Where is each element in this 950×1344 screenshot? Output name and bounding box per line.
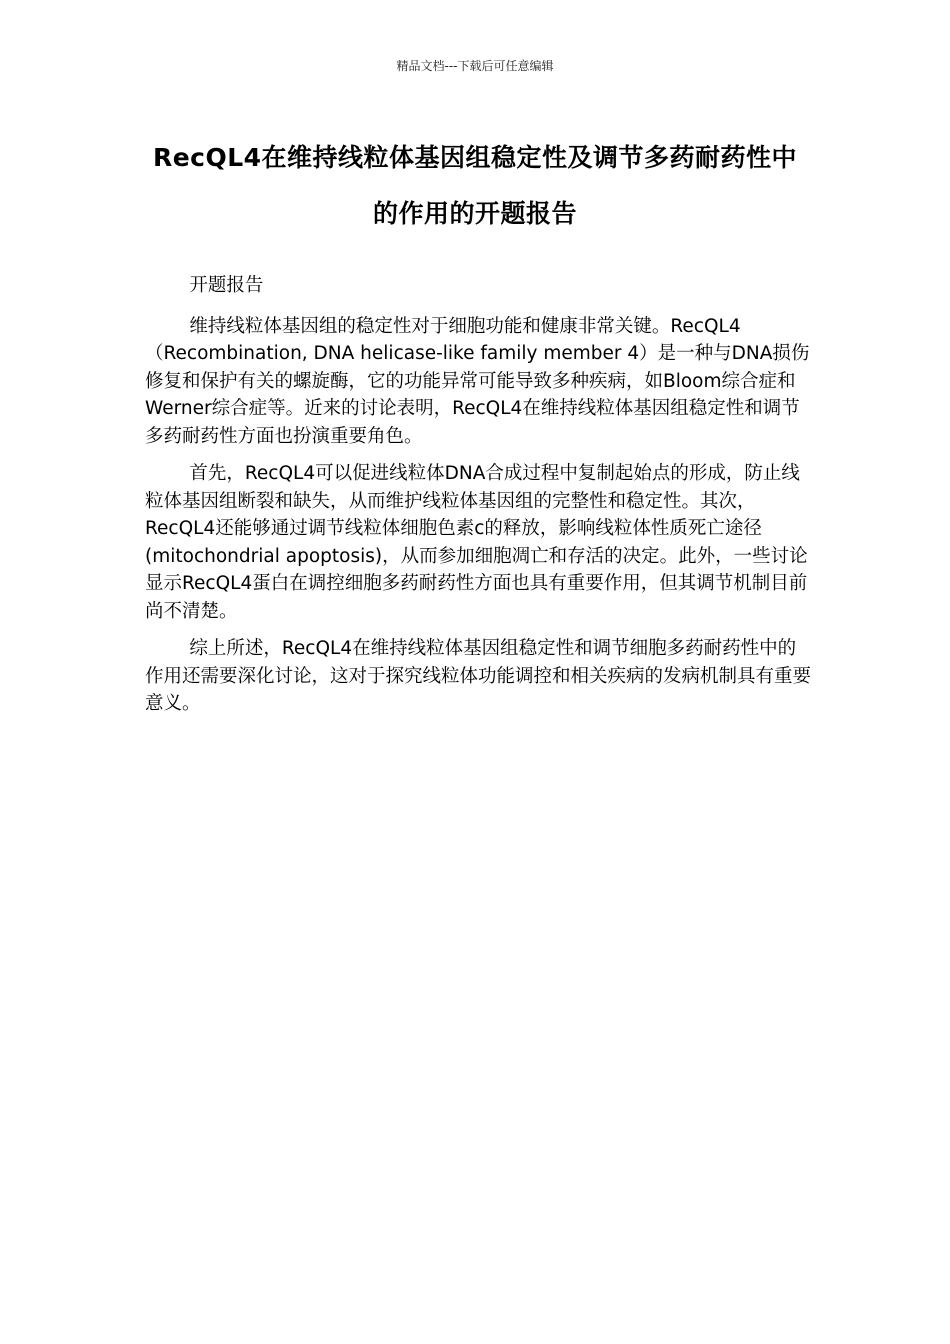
section-label: 开题报告 (189, 275, 264, 296)
document-title: RecQL4在维持线粒体基因组稳定性及调节多药耐药性中的作用的开题报告 (152, 143, 798, 228)
paragraph-mechanism: 首先，RecQL4可以促进线粒体DNA合成过程中复制起始点的形成，防止线粒体基因组断裂和缺失，从而维护线粒体基因组的完整性和稳定性。其次，RecQL4还能够通过调节线粒体细胞色素c的释放，影响线粒体性质死亡途径(mitochondrial apoptosis)，从而参加细胞凋亡和存活的决定。此外，一些讨论显示RecQL4蛋白在调控细胞多药耐药性方面也具有重要作用，但其调节机制目前尚不清楚。 (145, 463, 808, 622)
document-body (145, 272, 811, 728)
paragraph-intro: 维持线粒体基因组的稳定性对于细胞功能和健康非常关键。RecQL4（Recombination, DNA helicase-like family member 4）是一种与DNA损伤修复和保护有关的螺旋酶，它的功能异常可能导致多种疾病，如Bloom综合症和Werner综合症等。近来的讨论表明，RecQL4在维持线粒体基因组稳定性和调节多药耐药性方面也扮演重要角色。 (145, 315, 810, 447)
paragraph-conclusion: 综上所述，RecQL4在维持线粒体基因组稳定性和调节细胞多药耐药性中的作用还需要深化讨论，这对于探究线粒体功能调控和相关疾病的发病机制具有重要意义。 (145, 638, 812, 714)
header-note: 精品文档---下载后可任意编辑 (396, 59, 554, 73)
